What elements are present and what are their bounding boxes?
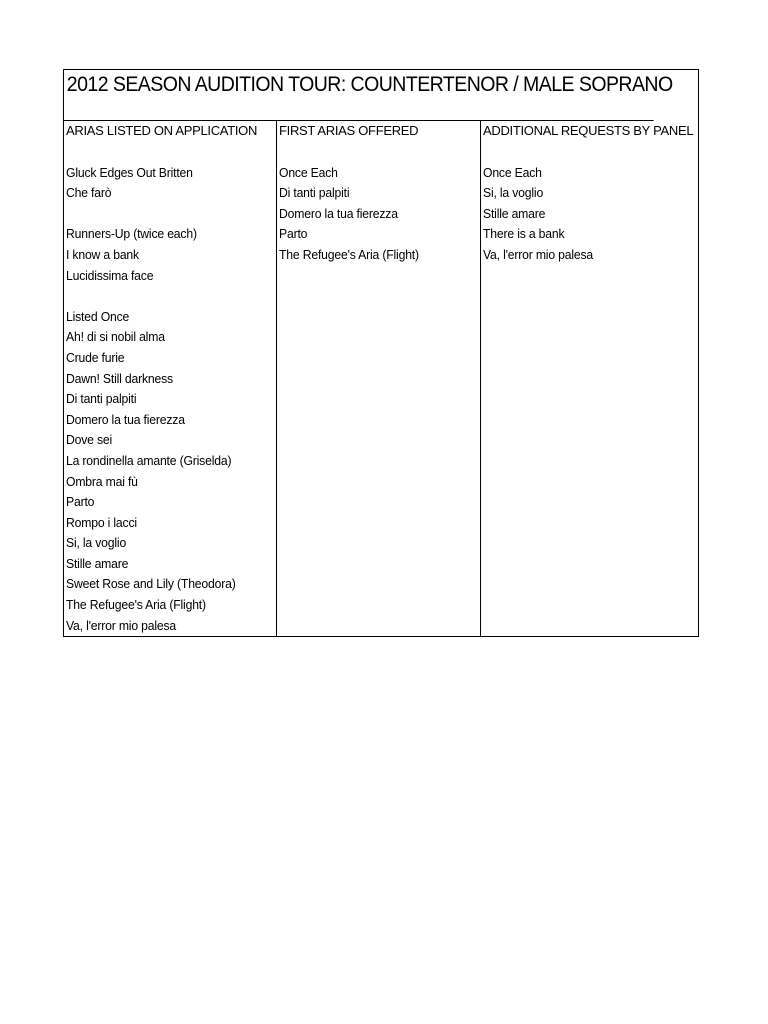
list-item: Parto — [66, 494, 95, 510]
list-item: The Refugee's Aria (Flight) — [66, 597, 206, 613]
list-item — [483, 142, 683, 163]
list-item: Stille amare — [483, 205, 546, 221]
list-item: Dove sei — [66, 432, 113, 448]
list-item: I know a bank — [66, 246, 139, 262]
list-item: Sweet Rose and Lily (Theodora) — [66, 576, 236, 592]
list-item: Si, la voglio — [66, 535, 127, 551]
column-first-offered — [276, 121, 480, 636]
list-item: Lucidissima face — [66, 267, 154, 283]
list-item: Va, l'error mio palesa — [66, 617, 177, 633]
list-item — [279, 142, 466, 163]
column-additional-requests — [480, 121, 698, 636]
list-item: The Refugee's Aria (Flight) — [279, 246, 419, 262]
list-item: Stille amare — [66, 555, 129, 571]
column-header-arias-listed: ARIAS LISTED ON APPLICATION — [66, 123, 258, 138]
columns-row — [64, 121, 698, 636]
list-item — [66, 142, 262, 163]
list-item: Gluck Edges Out Britten — [66, 164, 193, 180]
list-item — [66, 204, 262, 225]
list-item: Si, la voglio — [483, 185, 544, 201]
sheet-title: 2012 SEASON AUDITION TOUR: COUNTERTENOR / MALE SOPRANO — [64, 70, 654, 121]
list-item: Listed Once — [66, 308, 130, 324]
list-item: Ah! di si nobil alma — [66, 329, 165, 345]
column-body-arias-listed — [66, 142, 274, 636]
list-item: Che farò — [66, 185, 112, 201]
list-item: There is a bank — [483, 226, 565, 242]
list-item: Domero la tua fierezza — [279, 205, 398, 221]
list-item: La rondinella amante (Griselda) — [66, 452, 232, 468]
column-header-additional-requests: ADDITIONAL REQUESTS BY PANEL — [483, 123, 694, 138]
list-item: Crude furie — [66, 349, 125, 365]
audition-sheet — [63, 69, 699, 637]
column-body-additional-requests — [483, 142, 696, 266]
column-arias-listed — [64, 121, 276, 636]
column-body-first-offered — [279, 142, 478, 266]
list-item: Once Each — [483, 164, 542, 180]
list-item: Di tanti palpiti — [66, 391, 137, 407]
list-item: Di tanti palpiti — [279, 185, 350, 201]
list-item: Ombra mai fù — [66, 473, 138, 489]
list-item: Domero la tua fierezza — [66, 411, 185, 427]
list-item: Once Each — [279, 164, 338, 180]
column-header-first-offered: FIRST ARIAS OFFERED — [279, 123, 419, 138]
list-item — [66, 286, 262, 307]
list-item: Runners-Up (twice each) — [66, 226, 197, 242]
list-item: Va, l'error mio palesa — [483, 246, 594, 262]
list-item: Dawn! Still darkness — [66, 370, 173, 386]
list-item: Parto — [279, 226, 308, 242]
list-item: Rompo i lacci — [66, 514, 137, 530]
